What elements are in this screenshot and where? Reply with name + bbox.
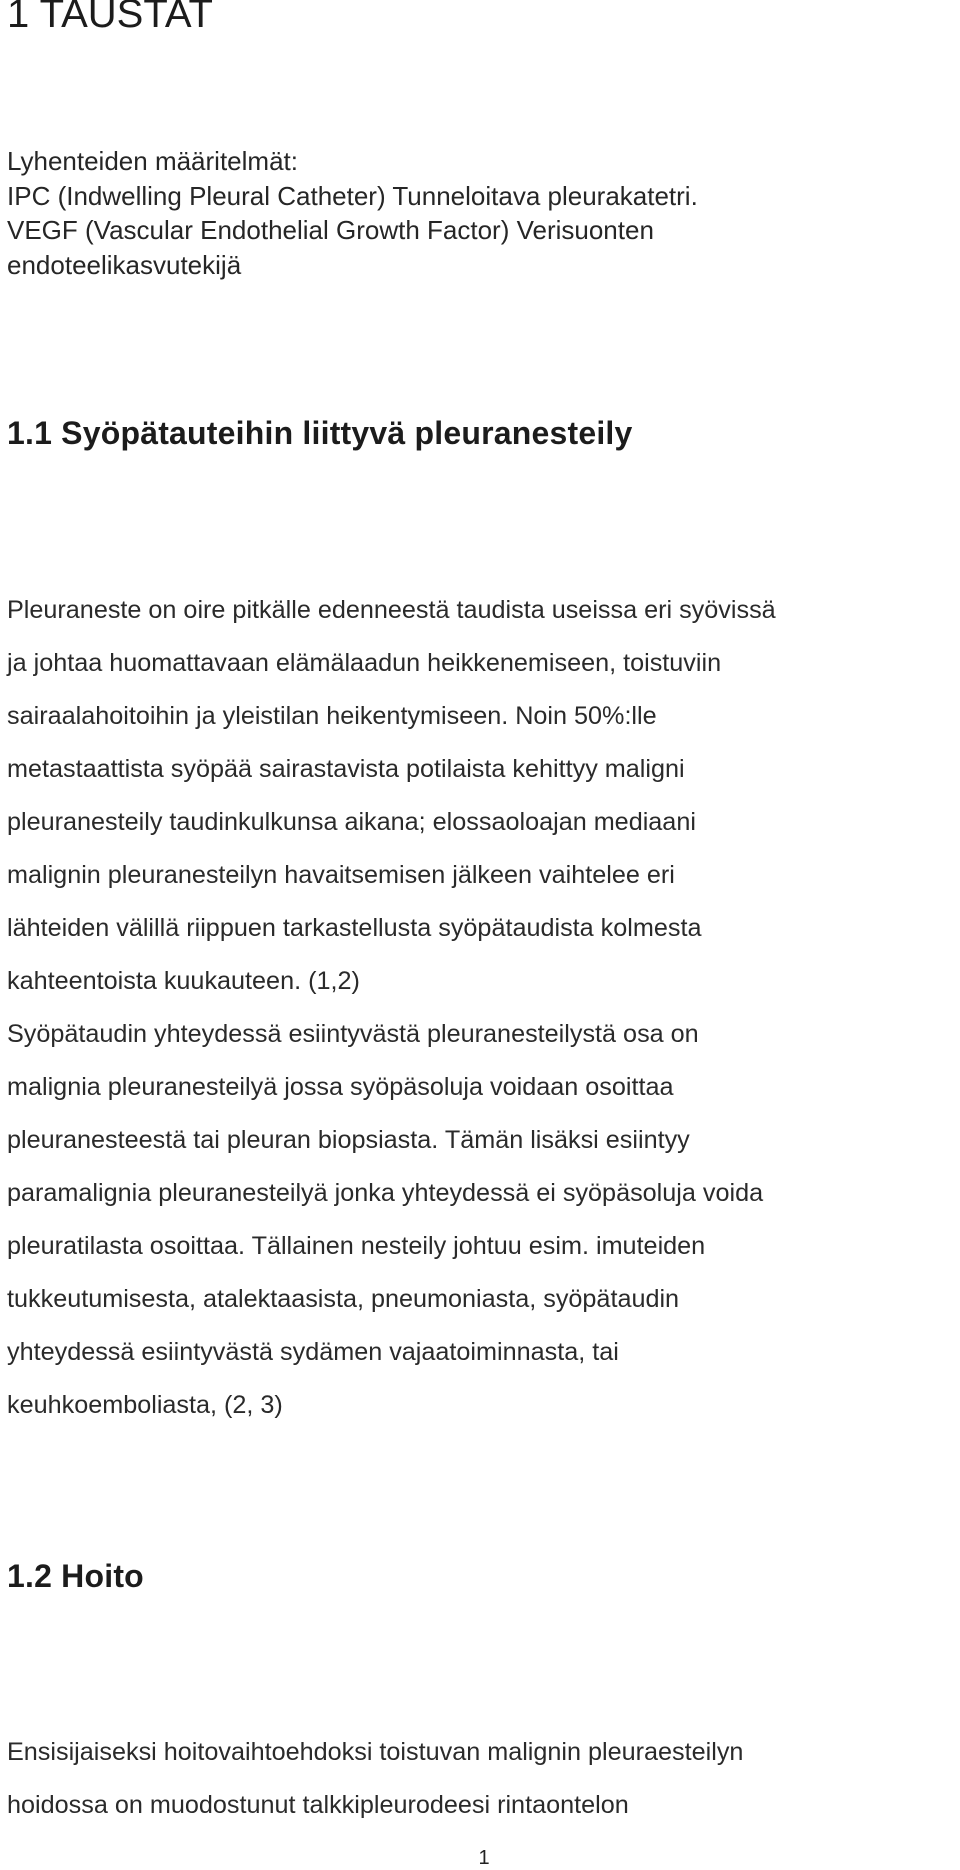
paragraph-line: metastaattista syöpää sairastavista potilaista kehittyy maligni (7, 755, 685, 783)
paragraph-line: malignia pleuranesteilyä jossa syöpäsoluja voidaan osoittaa (7, 1073, 674, 1101)
paragraph-line: paramalignia pleuranesteilyä jonka yhteydessä ei syöpäsoluja voida (7, 1179, 764, 1207)
abbreviations-block (7, 144, 698, 282)
paragraph-line: Syöpätaudin yhteydessä esiintyvästä pleuranesteilystä osa on (7, 1020, 699, 1048)
chapter-heading: 1 TAUSTAT (7, 0, 213, 36)
paragraph-line: yhteydessä esiintyvästä sydämen vajaatoiminnasta, tai (7, 1338, 619, 1366)
section-1-1-paragraph (7, 584, 776, 1432)
paragraph-line: tukkeutumisesta, atalektaasista, pneumoniasta, syöpätaudin (7, 1285, 680, 1313)
paragraph-line: Ensisijaiseksi hoitovaihtoehdoksi toistuvan malignin pleuraesteilyn (7, 1738, 744, 1766)
paragraph-line: sairaalahoitoihin ja yleistilan heikentymiseen. Noin 50%:lle (7, 702, 657, 730)
abbreviation-vegf-continued: endoteelikasvutekijä (7, 249, 242, 280)
paragraph-line: hoidossa on muodostunut talkkipleurodeesi rintaontelon (7, 1791, 629, 1819)
paragraph-line: keuhkoemboliasta, (2, 3) (7, 1391, 283, 1419)
paragraph-line: ja johtaa huomattavaan elämälaadun heikkenemiseen, toistuviin (7, 649, 722, 677)
abbreviations-title: Lyhenteiden määritelmät: (7, 146, 298, 176)
page-number: 1 (478, 1847, 490, 1869)
paragraph-line: lähteiden välillä riippuen tarkastellusta syöpätaudista kolmesta (7, 914, 702, 942)
paragraph-line: pleuranesteestä tai pleuran biopsiasta. Tämän lisäksi esiintyy (7, 1126, 690, 1154)
paragraph-line: pleuratilasta osoittaa. Tällainen nesteily johtuu esim. imuteiden (7, 1232, 706, 1260)
section-heading-1-2: 1.2 Hoito (7, 1558, 144, 1594)
paragraph-line: pleuranesteily taudinkulkunsa aikana; elossaoloajan mediaani (7, 808, 696, 836)
paragraph-line: Pleuraneste on oire pitkälle edenneestä taudista useissa eri syövissä (7, 596, 776, 624)
abbreviation-ipc: IPC (Indwelling Pleural Catheter) Tunneloitava pleurakatetri. (7, 180, 698, 211)
abbreviation-vegf: VEGF (Vascular Endothelial Growth Factor) Verisuonten (7, 215, 654, 245)
paragraph-line: malignin pleuranesteilyn havaitsemisen jälkeen vaihtelee eri (7, 861, 675, 889)
paragraph-line: kahteentoista kuukauteen. (1,2) (7, 967, 360, 995)
section-1-2-paragraph (7, 1726, 743, 1832)
section-heading-1-1: 1.1 Syöpätauteihin liittyvä pleuranesteily (7, 415, 633, 451)
